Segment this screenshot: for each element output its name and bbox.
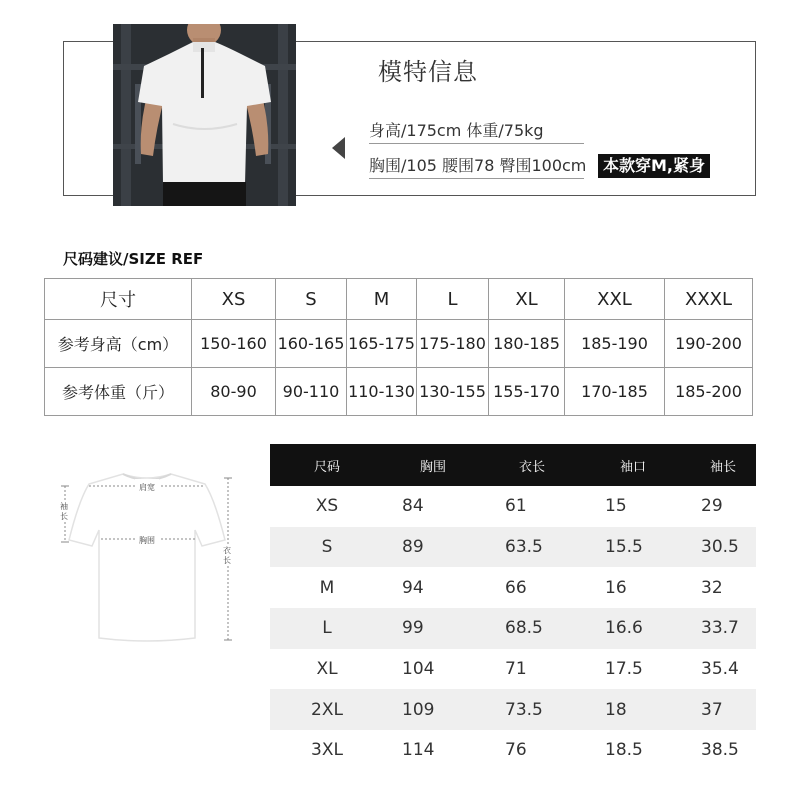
size-ref-header-label: 尺寸: [45, 279, 192, 320]
column-header: 袖口: [586, 444, 686, 486]
tshirt-icon: [55, 470, 245, 645]
column-header: 衣长: [485, 444, 586, 486]
table-cell: 71: [505, 659, 527, 680]
shoulder-label: 肩宽: [139, 483, 155, 492]
length-label-char: 长: [223, 556, 231, 565]
table-cell: XL: [316, 659, 338, 680]
table-cell: 16: [605, 577, 627, 598]
table-row: [270, 730, 756, 771]
table-cell: L: [270, 608, 384, 649]
size-ref-table: [44, 278, 753, 416]
size-ref-cell: 90-110: [276, 368, 347, 416]
table-cell: 104: [402, 659, 435, 680]
table-cell: 38.5: [701, 740, 739, 761]
size-ref-cell: 160-165: [276, 320, 347, 368]
table-row: [270, 486, 756, 527]
table-row: [270, 567, 756, 608]
triangle-left-icon: [332, 137, 345, 159]
table-cell: 37: [686, 689, 756, 730]
size-ref-cell: 155-170: [489, 368, 565, 416]
size-ref-cell: 190-200: [665, 320, 753, 368]
table-cell: 66: [505, 577, 527, 598]
table-row: [270, 527, 756, 568]
table-cell: 30.5: [686, 527, 756, 568]
size-ref-row-label: 参考体重（斤）: [45, 368, 192, 416]
table-cell: 73.5: [485, 689, 586, 730]
size-ref-header-row: [45, 279, 753, 320]
sleeve-label-char: 袖: [60, 502, 68, 511]
size-ref-size: XS: [192, 279, 276, 320]
measurement-table: [270, 444, 756, 771]
table-cell: 89: [384, 527, 485, 568]
measurement-header-row: [270, 444, 756, 486]
size-ref-size: XXL: [565, 279, 665, 320]
table-cell: 76: [505, 740, 527, 761]
size-ref-cell: 150-160: [192, 320, 276, 368]
size-ref-height-row: [45, 320, 753, 368]
size-ref-cell: 175-180: [417, 320, 489, 368]
table-cell: 63.5: [485, 527, 586, 568]
table-cell: 94: [402, 577, 424, 598]
table-cell: 99: [384, 608, 485, 649]
table-cell: 29: [701, 496, 723, 517]
table-cell: 18: [586, 689, 686, 730]
table-cell: S: [270, 527, 384, 568]
table-cell: 35.4: [701, 659, 739, 680]
length-label-char: 衣: [223, 546, 231, 555]
table-cell: 2XL: [270, 689, 384, 730]
divider: [369, 143, 584, 144]
size-ref-cell: 185-190: [565, 320, 665, 368]
column-header: 袖长: [686, 444, 756, 486]
size-ref-size: S: [276, 279, 347, 320]
column-header: 胸围: [384, 444, 485, 486]
table-cell: 109: [384, 689, 485, 730]
size-ref-size: L: [417, 279, 489, 320]
size-ref-heading: 尺码建议/SIZE REF: [63, 250, 204, 268]
table-cell: 3XL: [311, 740, 343, 761]
size-ref-cell: 185-200: [665, 368, 753, 416]
size-ref-cell: 165-175: [347, 320, 417, 368]
model-photo: [113, 24, 296, 206]
table-cell: 61: [505, 496, 527, 517]
tshirt-measurement-diagram: [55, 470, 245, 645]
sleeve-label-char: 长: [60, 512, 68, 521]
table-cell: XS: [315, 496, 339, 517]
table-cell: 16.6: [586, 608, 686, 649]
size-ref-size: XXXL: [665, 279, 753, 320]
table-cell: 33.7: [686, 608, 756, 649]
size-ref-row-label: 参考身高（cm）: [45, 320, 192, 368]
divider: [369, 178, 584, 179]
table-cell: 15: [605, 496, 627, 517]
table-cell: M: [319, 577, 335, 598]
table-cell: 17.5: [605, 659, 643, 680]
table-row: [270, 649, 756, 690]
size-ref-cell: 80-90: [192, 368, 276, 416]
size-ref-cell: 130-155: [417, 368, 489, 416]
table-cell: 18.5: [605, 740, 643, 761]
table-cell: 15.5: [586, 527, 686, 568]
size-ref-cell: 170-185: [565, 368, 665, 416]
model-height-weight: 身高/175cm 体重/75kg: [369, 121, 544, 140]
model-illustration: [113, 24, 296, 206]
model-body-measurements: 胸围/105 腰围78 臀围100cm: [369, 156, 587, 175]
size-ref-size: M: [347, 279, 417, 320]
table-cell: 114: [402, 740, 435, 761]
fit-note-badge: 本款穿M,紧身: [598, 154, 710, 178]
table-row: [270, 689, 756, 730]
column-header: 尺码: [270, 444, 384, 486]
table-cell: 84: [402, 496, 424, 517]
size-ref-weight-row: [45, 368, 753, 416]
size-ref-cell: 110-130: [347, 368, 417, 416]
table-cell: 68.5: [485, 608, 586, 649]
size-ref-size: XL: [489, 279, 565, 320]
table-row: [270, 608, 756, 649]
size-ref-cell: 180-185: [489, 320, 565, 368]
model-info-title: 模特信息: [378, 58, 478, 86]
chest-label: 胸围: [139, 536, 155, 545]
table-cell: 32: [701, 577, 723, 598]
